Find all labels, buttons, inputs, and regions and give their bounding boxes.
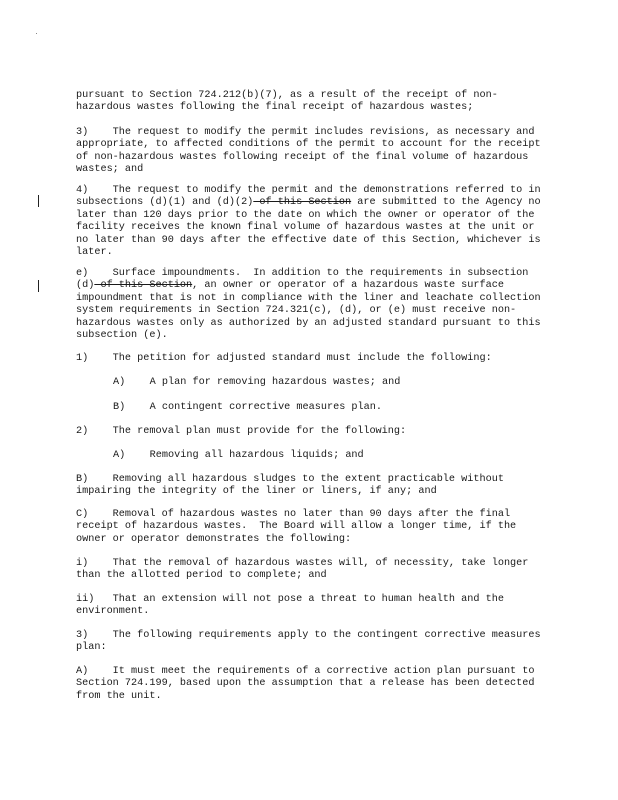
paragraph-item-2: 2) The removal plan must provide for the following: [76, 426, 407, 437]
struck-text: of this Section [253, 197, 352, 209]
paragraph-item-3-corrective: 3) The following requirements apply to the contingent corrective measures plan: [76, 630, 547, 654]
paragraph-item-1a: A) A plan for removing hazardous wastes; and [113, 377, 401, 388]
struck-text: of this Section [94, 280, 193, 292]
paragraph-item-3: 3) The request to modify the permit includes revisions, as necessary and appropriate, to affected conditions of the permit to account for the receipt of non-hazardous wastes following receipt of the final volume of hazardous wastes; and [76, 127, 547, 176]
paragraph-continuation: pursuant to Section 724.212(b)(7), as a result of the receipt of non-hazardous wastes following the final receipt of hazardous wastes; [76, 90, 498, 114]
text-segment: e) Surface impoundments. In addition to the requirements in subsection (d) [76, 268, 535, 292]
paragraph-item-4 [76, 185, 546, 259]
revision-bar [38, 280, 39, 292]
scan-speck [36, 33, 37, 34]
paragraph-item-3a: A) It must meet the requirements of a corrective action plan pursuant to Section 724.199, based upon the assumption that a release has been detected from the unit. [76, 666, 541, 702]
paragraph-item-1b: B) A contingent corrective measures plan. [113, 402, 382, 413]
paragraph-item-2a: A) Removing all hazardous liquids; and [113, 450, 364, 461]
paragraph-item-2c: C) Removal of hazardous wastes no later than 90 days after the final receipt of hazardous wastes. The Board will allow a longer time, if the owner or operator demonstrates the following: [76, 509, 523, 545]
text-segment: , an owner or operator of a hazardous waste surface impoundment that is not in compliance with the liner and leachate collection system requirements in Section 724.321(c), (d), or (e) must receive non-hazardous wastes only as authorized by an adjusted standard pursuant to this subsection (e). [76, 280, 547, 342]
paragraph-item-i: i) That the removal of hazardous wastes will, of necessity, take longer than the allotted period to complete; and [76, 558, 535, 582]
paragraph-item-ii: ii) That an extension will not pose a threat to human health and the environment. [76, 594, 511, 618]
paragraph-item-1: 1) The petition for adjusted standard must include the following: [76, 353, 492, 364]
revision-bar [38, 195, 39, 207]
paragraph-item-2b: B) Removing all hazardous sludges to the extent practicable without impairing the integrity of the liner or liners, if any; and [76, 474, 511, 498]
paragraph-surface-impoundments [76, 268, 546, 342]
text-segment: 4) The request to modify the permit and the demonstrations referred to in subsections (d)(1) and (d)(2) [76, 185, 547, 209]
text-segment: are submitted to the Agency no later than 120 days prior to the date on which the owner or operator of the facility receives the known final volume of hazardous wastes at the unit or no later than 90 days after the effective date of this Section, whichever is later. [76, 197, 547, 259]
